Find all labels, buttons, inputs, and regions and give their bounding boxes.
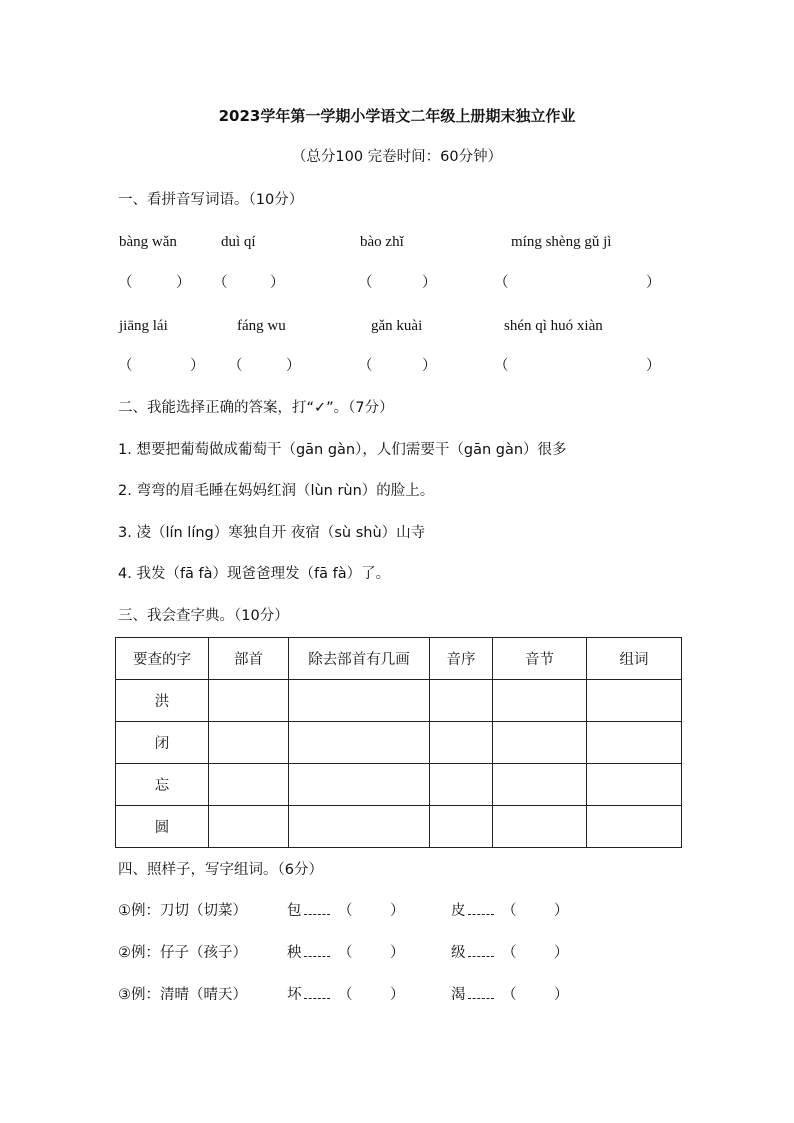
word-char [451,985,496,1005]
table-header: 要查的字 [116,638,209,680]
section3-heading: 三、我会查字典。（10分） [118,608,289,624]
example-3: ③例：清晴（晴天） [118,987,247,1003]
answer-paren-open: （ [358,358,373,374]
char-2: 皮 [451,903,466,919]
answer-cell[interactable] [430,680,493,722]
answer-paren-close: ） [554,987,569,1003]
pinyin-1: bàng wǎn [119,234,177,250]
blank-line[interactable] [304,946,330,957]
answer-paren-open: （ [494,358,509,374]
pinyin-5: jiāng lái [119,318,168,334]
pinyin-3: bào zhǐ [360,234,404,250]
table-row [116,722,682,764]
answer-paren-close: ） [554,903,569,919]
answer-cell[interactable] [430,722,493,764]
answer-cell[interactable] [587,680,682,722]
page-subtitle: （总分100 完卷时间：60分钟） [291,149,503,165]
answer-cell[interactable] [587,764,682,806]
question-3: 3. 凌（lín líng）寒独自开 夜宿（sù shù）山寺 [118,525,426,541]
answer-paren-open: （ [338,945,353,961]
table-header: 除去部首有几画 [289,638,430,680]
answer-cell[interactable] [430,806,493,848]
answer-cell[interactable] [289,722,430,764]
table-row [116,764,682,806]
question-4: 4. 我发（fā fà）现爸爸理发（fā fà）了。 [118,566,391,582]
answer-paren-open: （ [502,945,517,961]
pinyin-6: fáng wu [237,318,286,334]
pinyin-7: gǎn kuài [371,318,423,334]
answer-cell[interactable] [289,806,430,848]
page-title: 2023学年第一学期小学语文二年级上册期末独立作业 [218,107,576,125]
table-row [116,806,682,848]
blank-line[interactable] [468,946,494,957]
answer-paren-close: ） [190,358,205,374]
answer-paren-open: （ [502,903,517,919]
answer-paren-open: （ [494,275,509,291]
char-1: 包 [287,903,302,919]
char-2: 渴 [451,987,466,1003]
char-1: 坏 [287,987,302,1003]
example-1: ①例：刀切（切菜） [118,903,247,919]
answer-paren-open: （ [118,275,133,291]
section4-heading: 四、照样子，写字组词。（6分） [118,862,323,878]
table-header: 部首 [209,638,289,680]
question-2: 2. 弯弯的眉毛睡在妈妈红润（lùn rùn）的脸上。 [118,483,435,499]
word-char [287,985,332,1005]
lookup-char: 圆 [116,806,209,848]
dictionary-table [115,637,682,848]
answer-paren-close: ） [422,275,437,291]
word-char [451,943,496,963]
section2-heading: 二、我能选择正确的答案，打“✓”。（7分） [118,400,394,416]
answer-cell[interactable] [209,680,289,722]
answer-paren-close: ） [176,275,191,291]
answer-paren-close: ） [286,358,301,374]
pinyin-8: shén qì huó xiàn [504,318,603,334]
table-header: 组词 [587,638,682,680]
blank-line[interactable] [468,904,494,915]
word-char [451,901,496,921]
answer-cell[interactable] [289,764,430,806]
answer-paren-close: ） [422,358,437,374]
blank-line[interactable] [468,988,494,999]
answer-paren-close: ） [390,903,405,919]
answer-paren-open: （ [338,987,353,1003]
answer-paren-open: （ [338,903,353,919]
section1-heading: 一、看拼音写词语。（10分） [118,192,304,208]
question-1: 1. 想要把葡萄做成葡萄干（gān gàn），人们需要干（gān gàn）很多 [118,442,567,458]
answer-cell[interactable] [289,680,430,722]
pinyin-2: duì qí [221,234,256,250]
answer-paren-open: （ [358,275,373,291]
answer-paren-close: ） [554,945,569,961]
answer-cell[interactable] [209,722,289,764]
answer-paren-open: （ [502,987,517,1003]
answer-paren-close: ） [646,358,661,374]
answer-paren-open: （ [228,358,243,374]
answer-paren-open: （ [118,358,133,374]
answer-cell[interactable] [493,722,587,764]
answer-paren-close: ） [270,275,285,291]
answer-cell[interactable] [493,764,587,806]
pinyin-4: míng shèng gǔ jì [511,234,612,250]
answer-paren-close: ） [390,945,405,961]
answer-cell[interactable] [209,764,289,806]
answer-paren-close: ） [390,987,405,1003]
answer-cell[interactable] [493,680,587,722]
answer-cell[interactable] [493,806,587,848]
answer-cell[interactable] [209,806,289,848]
lookup-char: 忘 [116,764,209,806]
answer-paren-close: ） [646,275,661,291]
example-2: ②例：仔子（孩子） [118,945,247,961]
char-2: 级 [451,945,466,961]
char-1: 秧 [287,945,302,961]
table-header: 音节 [493,638,587,680]
lookup-char: 洪 [116,680,209,722]
blank-line[interactable] [304,988,330,999]
answer-cell[interactable] [587,806,682,848]
answer-cell[interactable] [587,722,682,764]
table-header-row [116,638,682,680]
word-char [287,943,332,963]
answer-cell[interactable] [430,764,493,806]
word-char [287,901,332,921]
table-row [116,680,682,722]
table-header: 音序 [430,638,493,680]
answer-paren-open: （ [213,275,228,291]
blank-line[interactable] [304,904,330,915]
lookup-char: 闭 [116,722,209,764]
